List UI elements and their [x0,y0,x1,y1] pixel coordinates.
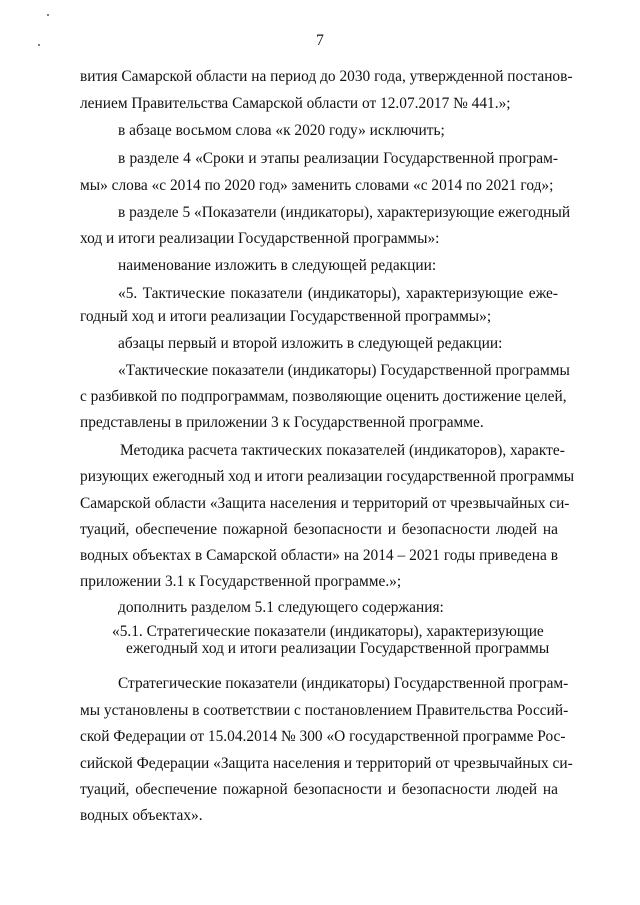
text-line: мы установлены в соответствии с постановлением Правительства Россий- [80,702,569,719]
text-line: годный ход и итоги реализации Государственной программы»; [80,308,492,325]
text-line: лением Правительства Самарской области от 12.07.2017 № 441.»; [80,95,511,112]
text-line: водных объектах». [80,807,203,824]
text-line: Методика расчета тактических показателей (индикаторов), характе- [120,442,565,459]
section-heading: «5.1. Стратегические показатели (индикаторы), характеризующие [112,623,544,640]
text-line: Самарской области «Защита населения и территорий от чрезвычайных си- [80,495,570,512]
text-line: в разделе 4 «Сроки и этапы реализации Государственной програм- [118,150,558,167]
text-line: приложении 3.1 к Государственной программе.»; [80,573,402,590]
section-heading: ежегодный ход и итоги реализации Государственной программы [126,640,550,657]
text-line: водных объектах в Самарской области» на 2014 – 2021 годы приведена в [80,547,558,564]
text-line: дополнить разделом 5.1 следующего содержания: [118,599,444,616]
text-line: в абзаце восьмом слова «к 2020 году» исключить; [118,122,445,139]
text-line: ризующих ежегодный ход и итоги реализации государственной программы [80,468,575,485]
text-line: ской Федерации от 15.04.2014 № 300 «О государственной программе Рос- [80,728,566,745]
text-line: ход и итоги реализации Государственной программы»: [80,230,440,247]
scan-speck [47,14,49,16]
text-line: сийской Федерации «Защита населения и территорий от чрезвычайных си- [80,755,573,772]
text-line: «Тактические показатели (индикаторы) Государственной программы [118,362,570,379]
text-line: наименование изложить в следующей редакции: [118,257,437,274]
page-number: 7 [316,32,324,49]
text-line: вития Самарской области на период до 2030 года, утвержденной постанов- [80,68,573,85]
text-line: абзацы первый и второй изложить в следующей редакции: [118,335,503,352]
text-line: с разбивкой по подпрограммам, позволяющие оценить достижение целей, [80,388,567,405]
text-line: мы» слова «с 2014 по 2020 год» заменить словами «с 2014 по 2021 год»; [80,177,554,194]
text-line: «5. Тактические показатели (индикаторы), характеризующие еже- [118,285,558,302]
text-line: представлены в приложении 3 к Государственной программе. [80,414,484,431]
text-line: Стратегические показатели (индикаторы) Государственной програм- [118,675,569,692]
text-line: туаций, обеспечение пожарной безопасности и безопасности людей на [80,781,558,798]
text-line: туаций, обеспечение пожарной безопасности и безопасности людей на [80,521,558,538]
text-line: в разделе 5 «Показатели (индикаторы), характеризующие ежегодный [118,204,571,221]
